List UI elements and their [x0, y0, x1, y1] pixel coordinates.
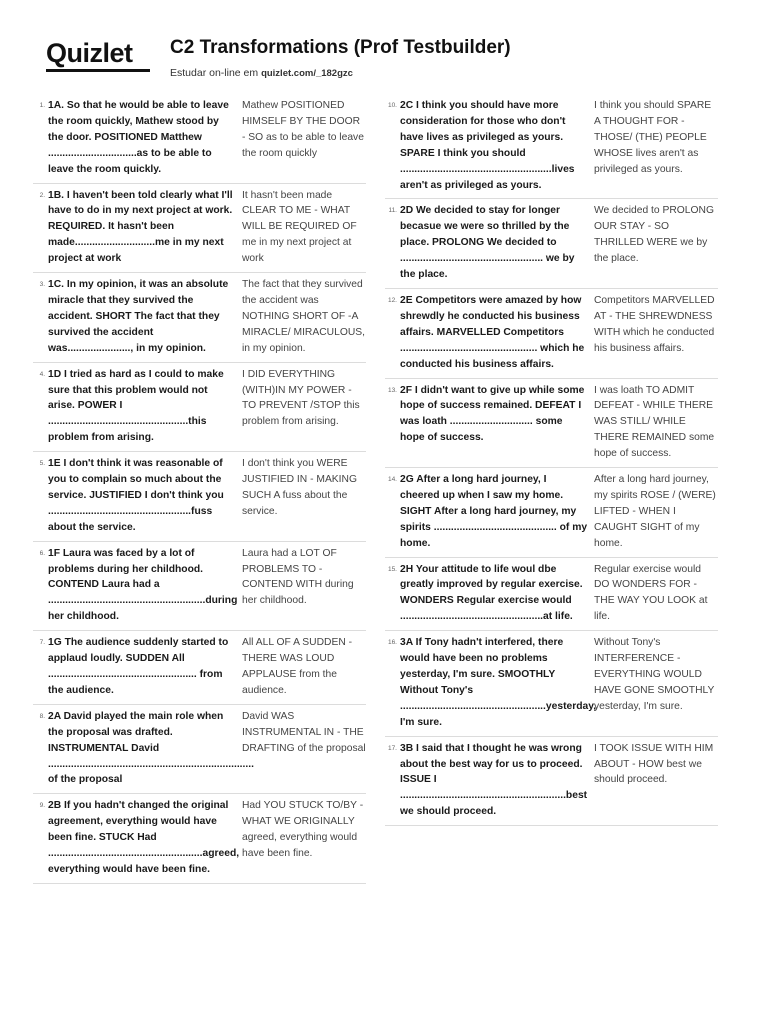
flashcard-row [33, 631, 366, 705]
flashcard-row [385, 737, 718, 827]
term-text: 2G After a long hard journey, I cheered up when I saw my home. SIGHT After a long hard journey, my spirits ........................................... of my home. [400, 474, 588, 549]
definition-text: It hasn't been made CLEAR TO ME - WHAT WILL BE REQUIRED OF me in my next project at work [242, 189, 357, 265]
item-number: 14. [387, 476, 397, 484]
definition-text: I think you should SPARE A THOUGHT FOR - THOSE/ (THE) PEOPLE WHOSE lives aren't as privileged as yours. [594, 100, 712, 175]
flashcard-row [385, 558, 718, 632]
term-text: 1A. So that he would be able to leave the room quickly, Mathew stood by the door. POSITIONED Matthew ...............................as to be able to leave the room quickly. [48, 100, 229, 175]
right-column [385, 94, 718, 826]
definition-text: I don't think you WERE JUSTIFIED IN - MAKING SUCH A fuss about the service. [242, 458, 357, 517]
term-text: 1D I tried as hard as I could to make sure that this problem would not arise. POWER I .................................................this problem from arising. [48, 368, 224, 444]
item-number: 16. [387, 639, 397, 647]
logo-text: Quizlet [46, 38, 133, 68]
term-text: 2E Competitors were amazed by how shrewdly he conducted his business affairs. MARVELLED Competitors ................................................ which he conducted his business affairs. [400, 294, 585, 370]
flashcard-row [385, 631, 718, 736]
quizlet-logo [46, 40, 150, 72]
item-number: 4. [39, 370, 45, 378]
item-number: 13. [387, 386, 397, 394]
flashcard-row [33, 363, 366, 453]
item-number: 3. [39, 281, 45, 289]
flashcard-row [33, 184, 366, 274]
term-text: 2F I didn't want to give up while some hope of success remained. DEFEAT I was loath ............................. some hope of success. [400, 384, 585, 444]
item-number: 8. [39, 712, 45, 720]
term-text: 2A David played the main role when the proposal was drafted. INSTRUMENTAL David ........................................................................ of the proposal [48, 710, 254, 786]
page-title: C2 Transformations (Prof Testbuilder) [170, 37, 511, 58]
definition-text: I TOOK ISSUE WITH HIM ABOUT - HOW best we should proceed. [594, 742, 714, 786]
term-text: 2B If you hadn't changed the original agreement, everything would have been fine. STUCK Had ......................................................agreed, everything would have been fine. [48, 800, 240, 875]
item-number: 15. [387, 565, 397, 573]
definition-text: Mathew POSITIONED HIMSELF BY THE DOOR - SO as to be able to leave the room quickly [242, 100, 364, 159]
flashcard-row [385, 379, 718, 469]
definition-text: I DID EVERYTHING (WITH)IN MY POWER - TO PREVENT /STOP this problem from arising. [242, 368, 360, 428]
definition-text: The fact that they survived the accident was NOTHING SHORT OF -A MIRACLE/ MIRACULOUS, in my opinion. [242, 279, 366, 354]
flashcard-row [33, 542, 366, 632]
definition-text: I was loath TO ADMIT DEFEAT - WHILE THERE WAS STILL/ WHILE THERE REMAINED some hope of success. [594, 384, 715, 460]
item-number: 2. [39, 191, 45, 199]
definition-text: We decided to PROLONG OUR STAY - SO THRILLED WERE we by the place. [594, 205, 714, 265]
definition-text: After a long hard journey, my spirits ROSE / (WERE) LIFTED - WHEN I CAUGHT SIGHT of my home. [594, 474, 716, 549]
term-text: 2C I think you should have more consideration for those who don't have lives as privileged as yours. SPARE I think you should .....................................................lives aren't as privileged as yours. [400, 100, 575, 191]
page-subtitle [170, 67, 353, 79]
term-text: 1B. I haven't been told clearly what I'll have to do in my next project at work. REQUIRED. It hasn't been made............................me in my next project at work [48, 189, 233, 265]
item-number: 6. [39, 549, 45, 557]
item-number: 7. [39, 639, 45, 647]
flashcard-row [385, 289, 718, 379]
definition-text: David WAS INSTRUMENTAL IN - THE DRAFTING of the proposal [242, 710, 366, 754]
term-text: 1G The audience suddenly started to applaud loudly. SUDDEN All .................................................... from the audience. [48, 637, 229, 696]
left-column [33, 94, 366, 884]
flashcard-row [33, 273, 366, 363]
term-text: 3A If Tony hadn't interfered, there would have been no problems yesterday, I'm sure. SMOOTHLY Without Tony's ...................................................yesterday, I'm sure. [400, 637, 597, 728]
flashcard-row [33, 705, 366, 795]
flashcard-row [385, 199, 718, 289]
term-text: 2D We decided to stay for longer becasue we were so thrilled by the place. PROLONG We decided to .................................................. we by the place. [400, 205, 575, 281]
item-number: 11. [388, 207, 397, 215]
definition-text: Laura had a LOT OF PROBLEMS TO - CONTEND WITH during her childhood. [242, 547, 354, 607]
subtitle-link[interactable]: quizlet.com/_182gzc [261, 68, 353, 79]
flashcard-row [33, 794, 366, 884]
logo-underline [46, 69, 150, 72]
item-number: 17. [387, 744, 397, 752]
definition-text: Without Tony's INTERFERENCE - EVERYTHING WOULD HAVE GONE SMOOTHLY yesterday, I'm sure. [594, 637, 715, 712]
definition-text: Competitors MARVELLED AT - THE SHREWDNESS WITH which he conducted his business affairs. [594, 294, 715, 354]
flashcard-row [385, 94, 718, 199]
definition-text: All ALL OF A SUDDEN - THERE WAS LOUD APPLAUSE from the audience. [242, 637, 353, 696]
flashcard-row [33, 452, 366, 542]
term-text: 1F Laura was faced by a lot of problems during her childhood. CONTEND Laura had a .......................................................during her childhood. [48, 547, 238, 623]
term-text: 1C. In my opinion, it was an absolute miracle that they survived the accident. SHORT The fact that they survived the accident was......................, in my opinion. [48, 279, 229, 354]
item-number: 9. [39, 802, 45, 810]
item-number: 1. [39, 102, 45, 109]
flashcard-row [385, 468, 718, 558]
term-text: 2H Your attitude to life woul dbe greatly improved by regular exercise. WONDERS Regular exercise would ..................................................at life. [400, 563, 583, 623]
flashcard-row [33, 94, 366, 184]
item-number: 5. [39, 460, 45, 468]
definition-text: Had YOU STUCK TO/BY - WHAT WE ORIGINALLY agreed, everything would have been fine. [242, 800, 364, 860]
item-number: 10. [387, 102, 397, 109]
term-text: 3B I said that I thought he was wrong about the best way for us to proceed. ISSUE I ..........................................................best we should proceed. [400, 742, 588, 818]
term-text: 1E I don't think it was reasonable of you to complain so much about the service. JUSTIFIED I don't think you ..................................................fuss about the service. [48, 458, 224, 533]
item-number: 12. [387, 296, 397, 304]
definition-text: Regular exercise would DO WONDERS FOR - THE WAY YOU LOOK at life. [594, 563, 708, 623]
subtitle-prefix: Estudar on-line em [170, 67, 259, 79]
